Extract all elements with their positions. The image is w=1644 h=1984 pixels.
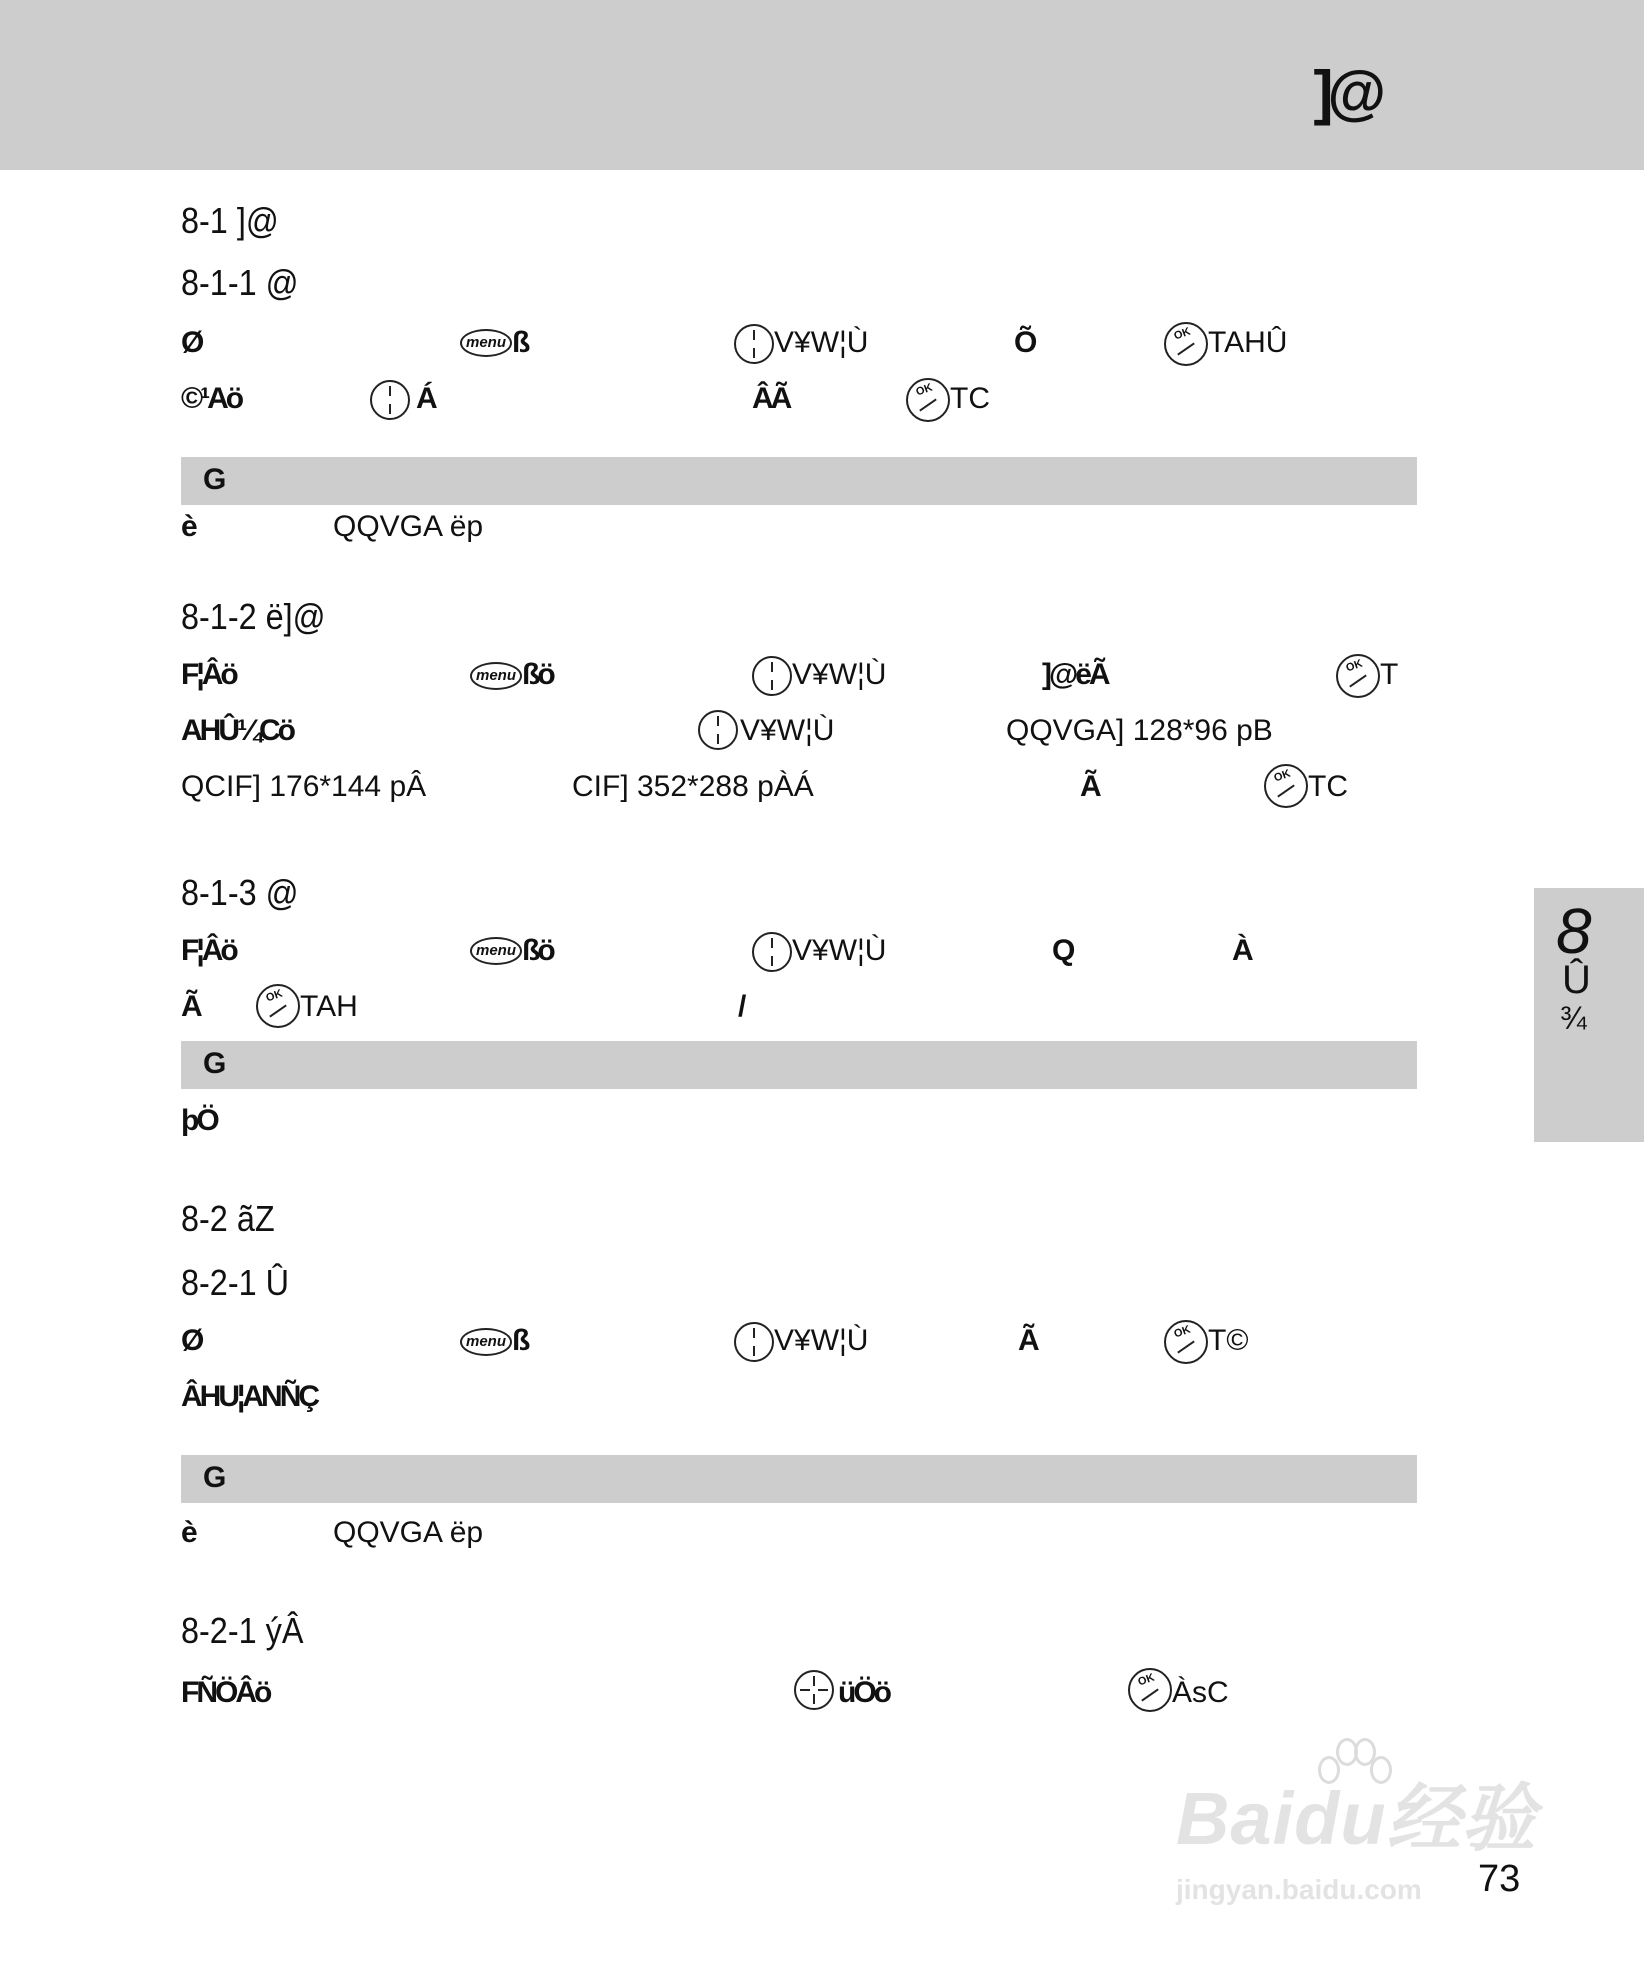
step-text: AHÛ¼Cö	[181, 714, 294, 747]
step-text: À	[1232, 934, 1251, 967]
chapter-label-2: ¾	[1560, 1000, 1587, 1036]
chapter-number: 8	[1556, 895, 1592, 967]
step-text: T©	[1208, 1324, 1249, 1357]
watermark-url: jingyan.baidu.com	[1176, 1874, 1422, 1905]
chapter-side-tab	[1534, 888, 1644, 1142]
step-text: Ã	[1018, 1324, 1037, 1357]
step-text: Á	[416, 382, 435, 415]
step-text: ©¹Aö	[181, 382, 242, 415]
step-text: Ø	[181, 326, 202, 359]
ok-key-icon: OK	[1336, 654, 1380, 698]
step-text: ßö	[522, 934, 553, 967]
note-text: è	[181, 1516, 195, 1549]
note-label: G	[203, 1461, 224, 1494]
ok-key-icon: OK	[256, 984, 300, 1028]
note-bar	[181, 457, 1417, 505]
nav-key-icon	[752, 932, 792, 972]
nav-key-4way-icon	[794, 1670, 834, 1710]
nav-key-icon	[370, 380, 410, 420]
step-text: Ø	[181, 1324, 202, 1357]
step-text: TAH	[300, 990, 358, 1023]
step-text: TAHÛ	[1208, 326, 1288, 359]
note-text: è	[181, 510, 195, 543]
menu-key-icon: menu	[470, 937, 522, 965]
step-text: Ã	[181, 990, 200, 1023]
resolution-option: QQVGA] 128*96 pB	[1006, 714, 1273, 747]
step-text: F¦Âö	[181, 934, 236, 967]
step-text: V¥W¦Ù	[774, 326, 869, 359]
chapter-label-1: Û	[1562, 958, 1591, 1002]
page-header	[0, 0, 1644, 170]
step-text: ß	[512, 326, 528, 359]
resolution-option: CIF] 352*288 pÀÁ	[572, 770, 814, 803]
note-text: QQVGA ëp	[333, 510, 484, 543]
nav-key-icon	[752, 656, 792, 696]
step-text: T	[1380, 658, 1399, 691]
ok-key-icon: OK	[1164, 322, 1208, 366]
step-text: TC	[950, 382, 990, 415]
section-heading-8-2-1-b: 8-2-1 ýÂ	[181, 1610, 304, 1651]
note-text: þÖ	[181, 1104, 217, 1137]
step-text: ßö	[522, 658, 553, 691]
note-label: G	[203, 463, 224, 496]
step-text: Q	[1052, 934, 1073, 967]
step-text: ÀsC	[1172, 1676, 1229, 1709]
step-text: üÖö	[838, 1676, 889, 1709]
ok-key-icon: OK	[1128, 1668, 1172, 1712]
resolution-option: QCIF] 176*144 pÂ	[181, 770, 427, 803]
step-text: ÂHU¦ANÑÇ	[181, 1380, 318, 1413]
ok-key-icon: OK	[1164, 1320, 1208, 1364]
section-heading-8-2: 8-2 ãZ	[181, 1198, 275, 1239]
step-text: F¦Âö	[181, 658, 236, 691]
step-text: ÂÃ	[752, 382, 790, 415]
step-text: V¥W¦Ù	[792, 658, 887, 691]
nav-key-icon	[734, 324, 774, 364]
ok-key-icon: OK	[906, 378, 950, 422]
step-text: ß	[512, 1324, 528, 1357]
step-text: V¥W¦Ù	[774, 1324, 869, 1357]
section-heading-8-2-1: 8-2-1 Û	[181, 1262, 290, 1303]
section-heading-8-1-1: 8-1-1 @	[181, 262, 299, 303]
step-text: V¥W¦Ù	[740, 714, 835, 747]
section-heading-8-1-2: 8-1-2 ë]@	[181, 596, 326, 637]
step-text: TC	[1308, 770, 1348, 803]
chapter-title: ]@	[1313, 59, 1380, 126]
watermark-logo: Baidu经验	[1176, 1777, 1537, 1860]
step-text: /	[738, 990, 744, 1023]
nav-key-icon	[734, 1322, 774, 1362]
section-heading-8-1: 8-1 ]@	[181, 200, 279, 241]
step-text: FÑÖÂö	[181, 1676, 270, 1709]
step-text: Õ	[1014, 326, 1035, 359]
nav-key-icon	[698, 710, 738, 750]
page-number: 73	[1478, 1858, 1521, 1900]
note-bar	[181, 1041, 1417, 1089]
note-text: QQVGA ëp	[333, 1516, 484, 1549]
section-heading-8-1-3: 8-1-3 @	[181, 872, 299, 913]
step-text: V¥W¦Ù	[792, 934, 887, 967]
step-text: ]@ëÃ	[1042, 658, 1108, 691]
note-bar	[181, 1455, 1417, 1503]
step-text: Ã	[1080, 770, 1099, 803]
ok-key-icon: OK	[1264, 764, 1308, 808]
menu-key-icon: menu	[460, 1328, 512, 1356]
note-label: G	[203, 1047, 224, 1080]
menu-key-icon: menu	[460, 329, 512, 357]
menu-key-icon: menu	[470, 662, 522, 690]
